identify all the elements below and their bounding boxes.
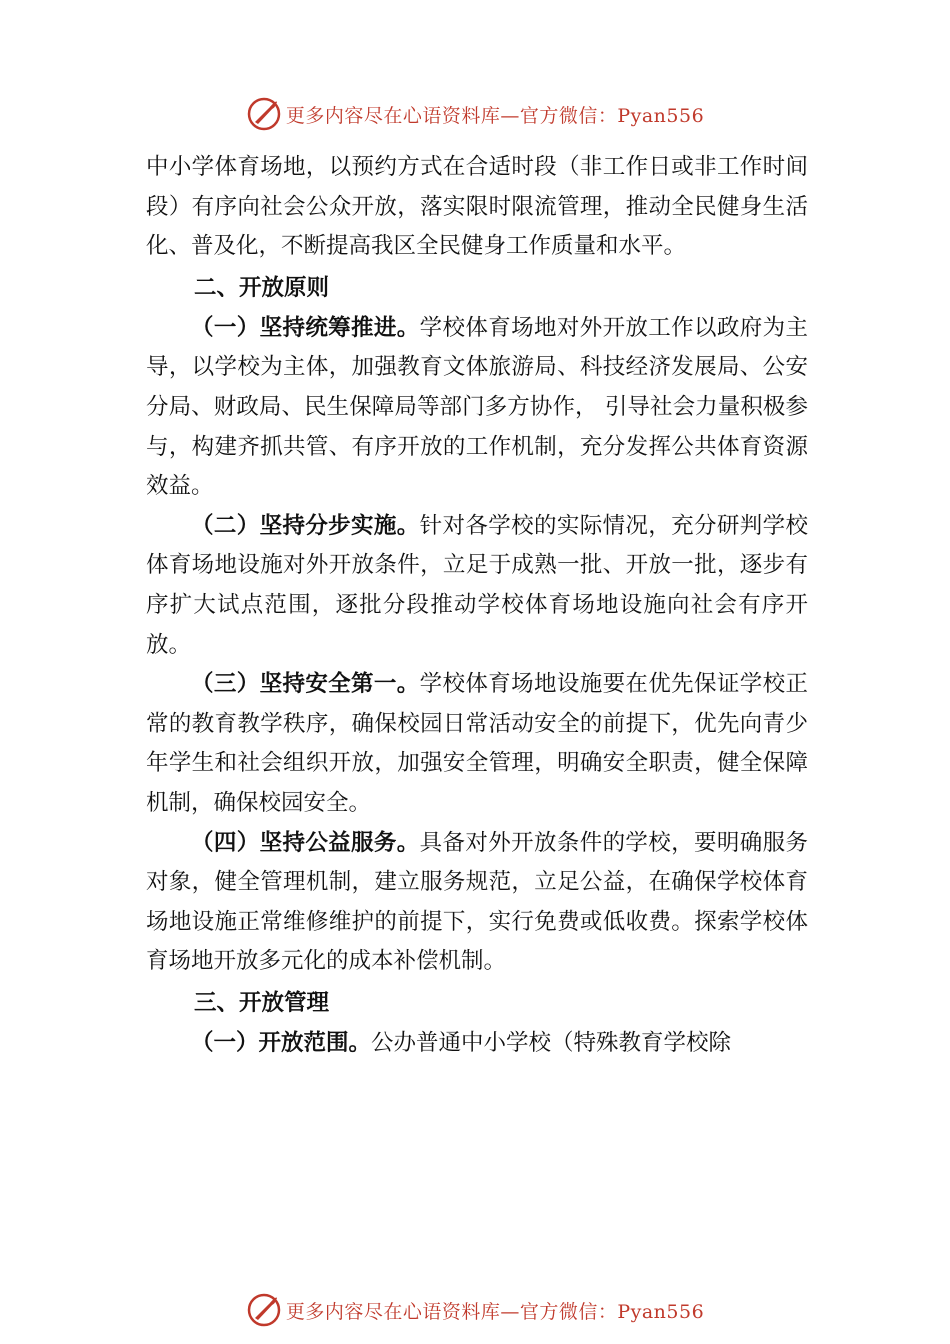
banner-text [286,101,704,128]
banner-wechat-id: Pyan556 [617,1300,705,1323]
header-banner [0,94,950,134]
banner-wechat-id: Pyan556 [617,104,705,127]
principle-2-text: 针对各学校的实际情况，充分研判学校体育场地设施对外开放条件，立足于成熟一批、开放一批，逐步有序扩大试点范围，逐批分段推动学校体育场地设施向社会有序开放。 [146,512,808,658]
banner-text [286,1297,704,1324]
quill-logo-icon [246,96,282,132]
paragraph-intro-continuation: 中小学体育场地，以预约方式在合适时段（非工作日或非工作时间段）有序向社会公众开放，落实限时限流管理，推动全民健身生活化、普及化，不断提高我区全民健身工作质量和水平。 [146,154,808,260]
banner-slogan: 更多内容尽在心语资料库—官方微信： [285,104,618,127]
management-1-lead: （一）开放范围。 [191,1029,372,1056]
paragraph-principle-3 [146,665,808,823]
section-heading-principles: 二、开放原则 [194,274,330,301]
paragraph-principle-1 [146,309,808,507]
management-1-text: 公办普通中小学校（特殊教育学校除 [371,1029,732,1056]
principle-4-lead: （四）坚持公益服务。 [191,829,420,856]
paragraph-management-1 [146,1024,808,1064]
principle-1-text: 学校体育场地对外开放工作以政府为主导，以学校为主体，加强教育文体旅游局、科技经济发展局、公安分局、财政局、民生保障局等部门多方协作， 引导社会力量积极参与，构建齐抓共管、有序开放的工作机制，充分发挥公共体育资源效益。 [146,314,808,500]
principle-4-text: 具备对外开放条件的学校，要明确服务对象，健全管理机制，建立服务规范，立足公益，在确保学校体育场地设施正常维修维护的前提下，实行免费或低收费。探索学校体育场地开放多元化的成本补偿机制。 [146,829,808,975]
footer-banner [0,1290,950,1330]
paragraph-principle-4 [146,824,808,982]
principle-1-lead: （一）坚持统筹推进。 [191,314,420,341]
document-body [146,148,808,1063]
principle-3-lead: （三）坚持安全第一。 [191,671,420,698]
section-heading-management: 三、开放管理 [194,989,330,1016]
banner-slogan: 更多内容尽在心语资料库—官方微信： [285,1300,618,1323]
principle-3-text: 学校体育场地设施要在优先保证学校正常的教育教学秩序，确保校园日常活动安全的前提下，优先向青少年学生和社会组织开放，加强安全管理，明确安全职责，健全保障机制，确保校园安全。 [146,671,808,816]
quill-logo-icon [246,1292,282,1328]
paragraph-principle-2 [146,507,808,665]
principle-2-lead: （二）坚持分步实施。 [191,512,420,539]
